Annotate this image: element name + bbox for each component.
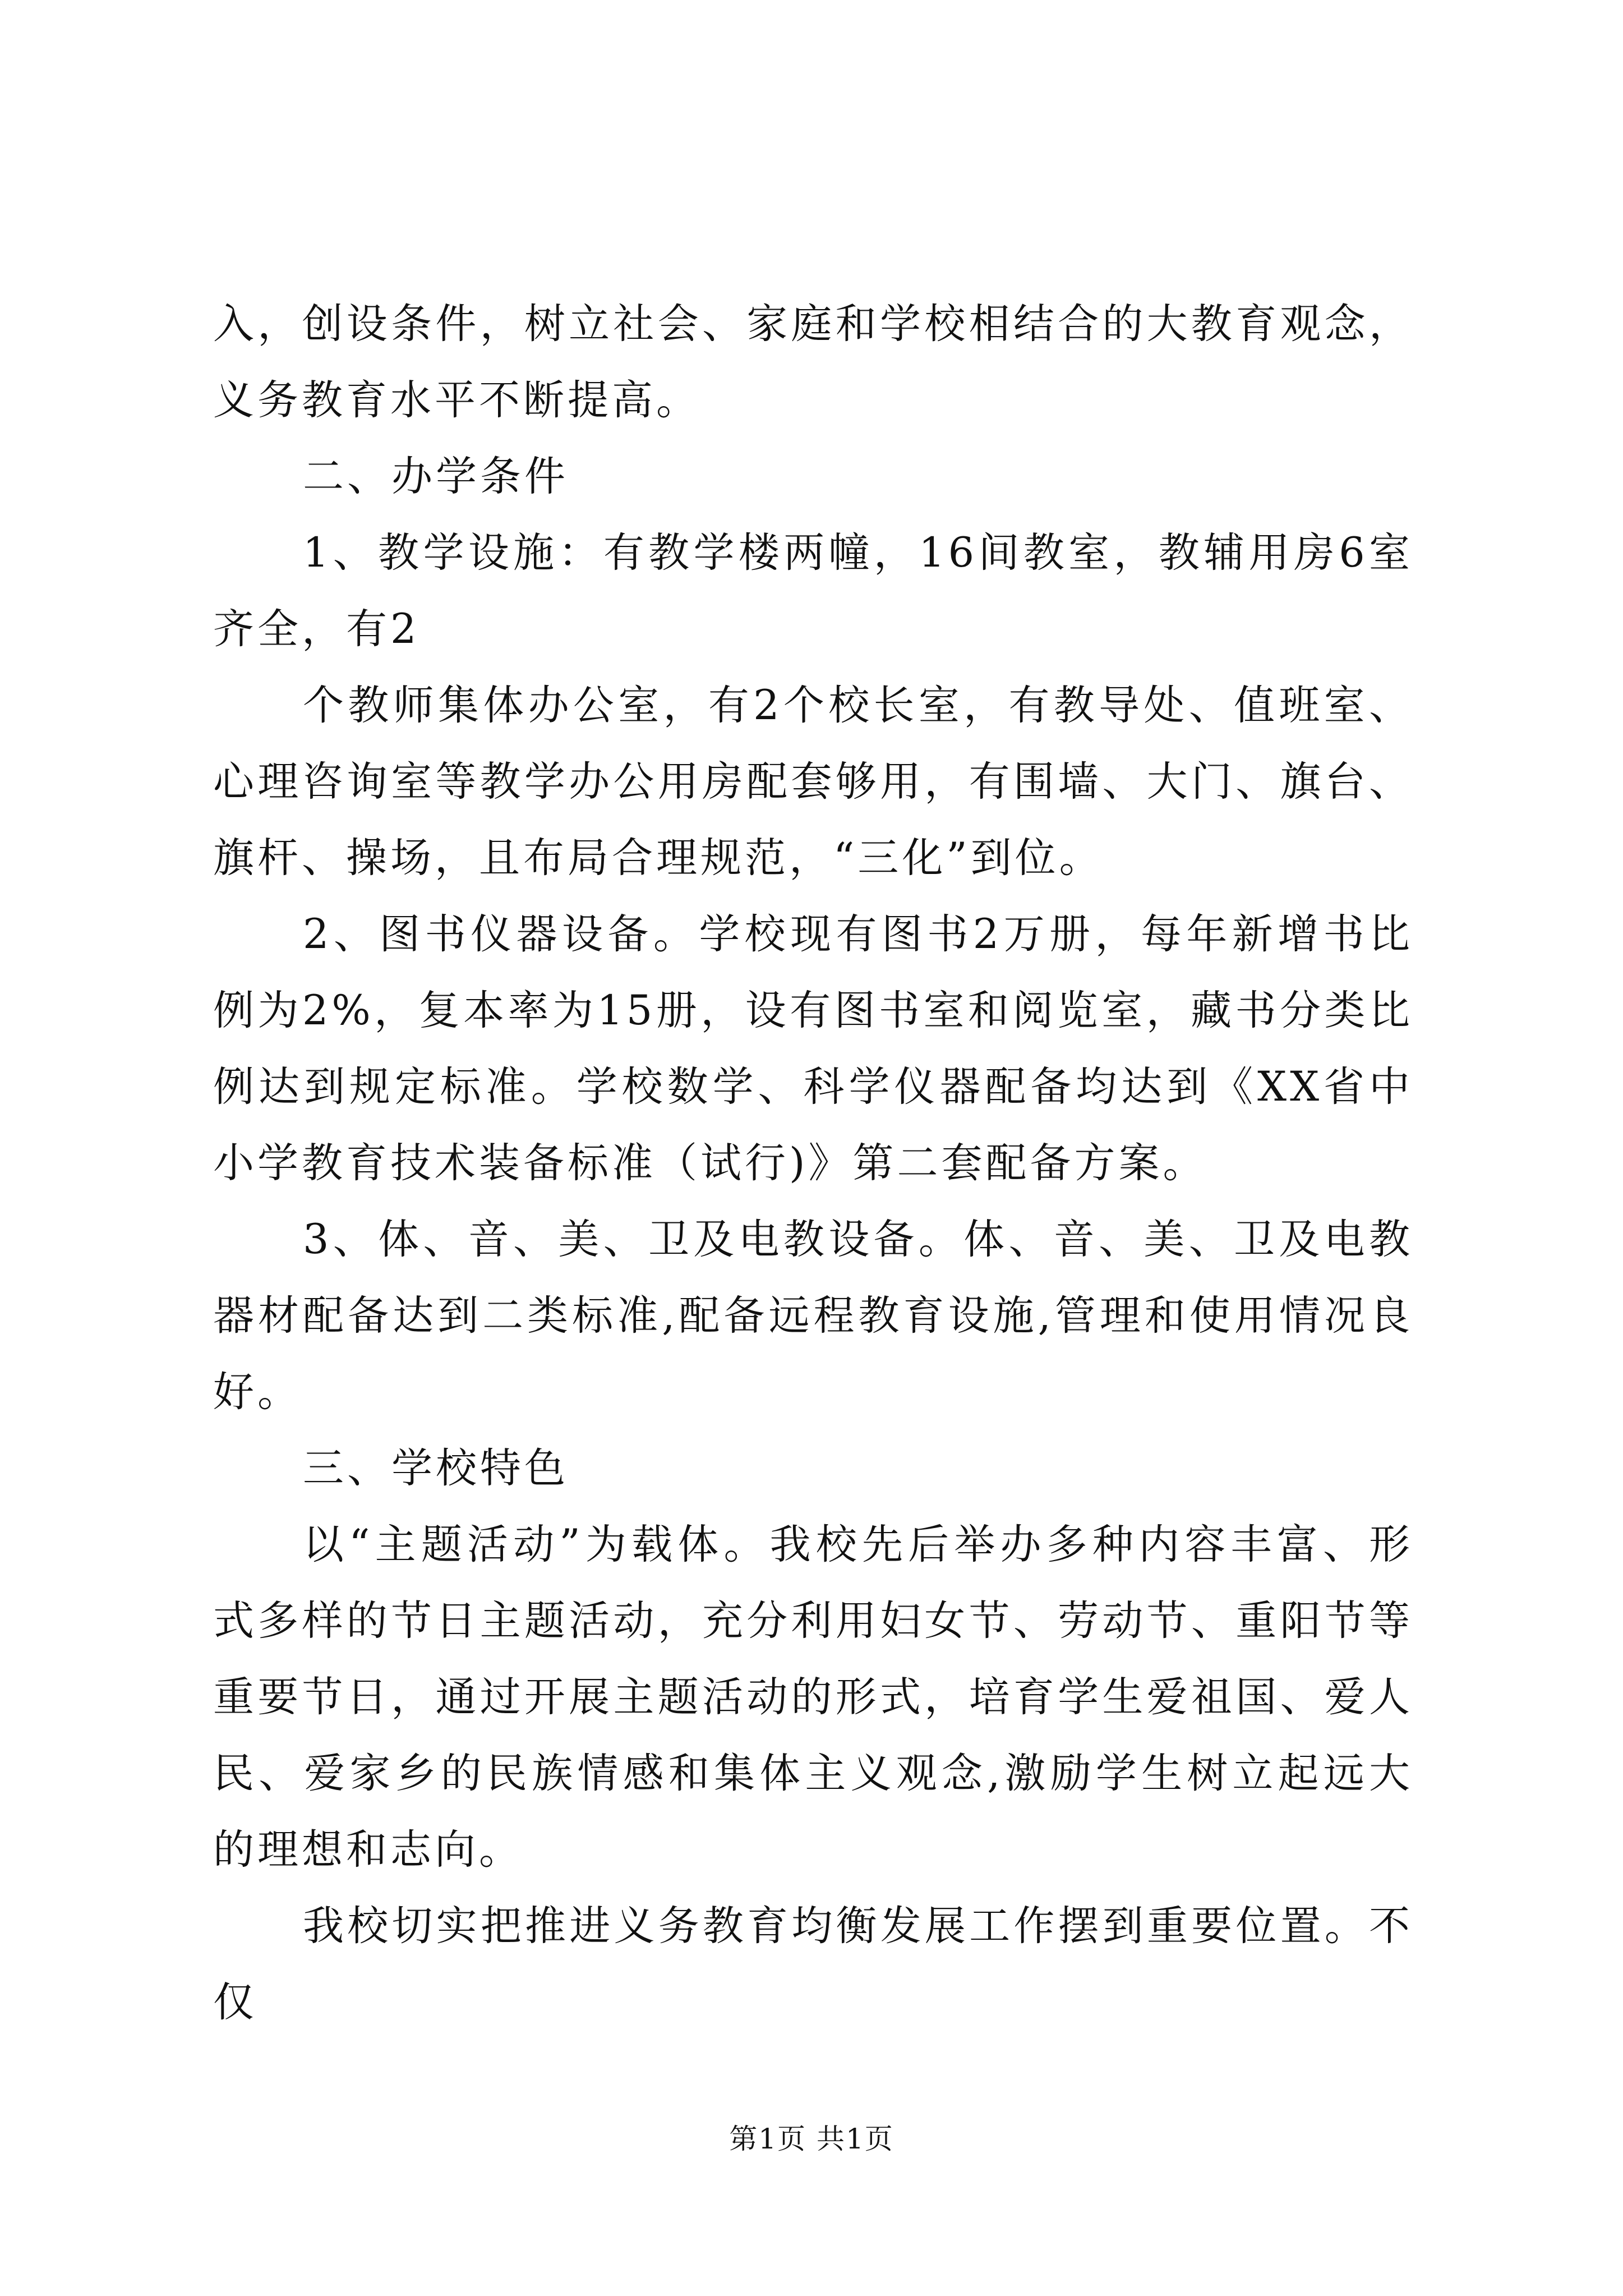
paragraph-sports-music-art-equipment: 3、体、音、美、卫及电教设备。体、音、美、卫及电教器材配备达到二类标准,配备远程教育设施,管理和使用情况良好。 <box>213 1216 1413 1416</box>
document-body <box>213 286 1413 2041</box>
page-footer: 第1页 共1页 <box>729 2123 894 2155</box>
paragraph-theme-activities: 以“主题活动”为载体。我校先后举办多种内容丰富、形式多样的节日主题活动，充分利用妇女节、劳动节、重阳节等重要节日，通过开展主题活动的形式，培育学生爱祖国、爱人民、爱家乡的民族情感和集体主义观念,激励学生树立起远大的理想和志向。 <box>213 1521 1413 1874</box>
paragraph-balanced-development: 我校切实把推进义务教育均衡发展工作摆到重要位置。不仅 <box>213 1902 1413 2026</box>
paragraph-books-instruments: 2、图书仪器设备。学校现有图书2万册，每年新增书比例为2%，复本率为15册，设有图书室和阅览室，藏书分类比例达到规定标准。学校数学、科学仪器配备均达到《XX省中小学教育技术装备标准（试行)》第二套配备方案。 <box>213 910 1413 1187</box>
paragraph-office-rooms: 个教师集体办公室，有2个校长室，有教导处、值班室、心理咨询室等教学办公用房配套够用，有围墙、大门、旗台、旗杆、操场，且布局合理规范，“三化”到位。 <box>213 682 1413 882</box>
paragraph-teaching-facilities: 1、教学设施：有教学楼两幢，16间教室，教辅用房6室齐全，有2 <box>213 529 1413 653</box>
section-heading-school-conditions: 二、办学条件 <box>303 453 569 500</box>
paragraph-continuation: 入，创设条件，树立社会、家庭和学校相结合的大教育观念，义务教育水平不断提高。 <box>213 300 1413 424</box>
section-heading-school-features: 三、学校特色 <box>303 1444 569 1492</box>
